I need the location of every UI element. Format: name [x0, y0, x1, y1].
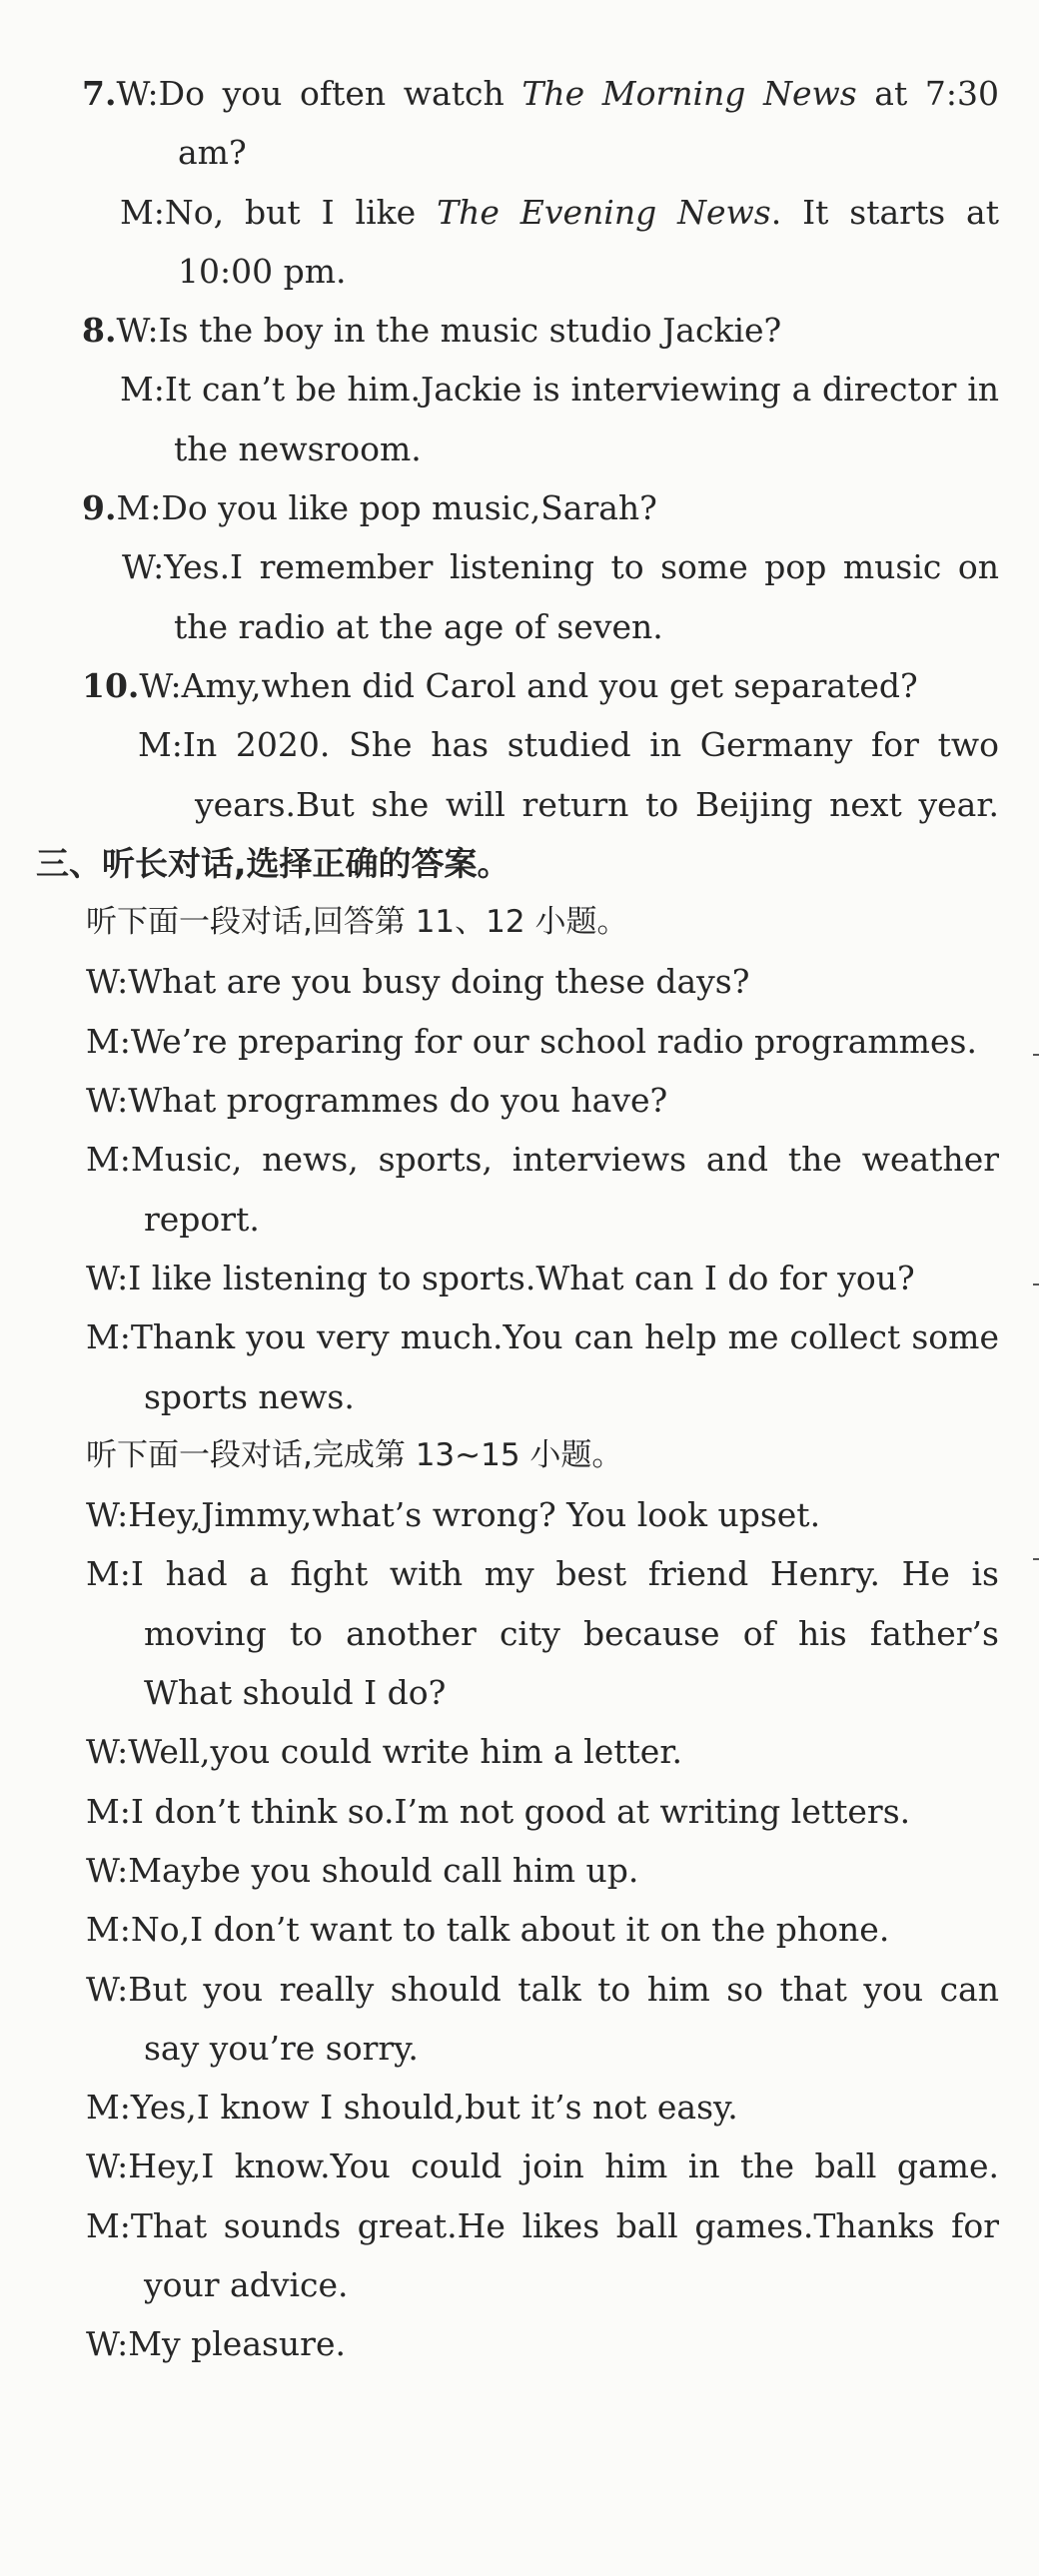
speaker-label: M [116, 488, 151, 528]
speaker-label: M [86, 1554, 120, 1594]
line-text: But you really should talk to him so that you can [128, 1969, 999, 2009]
dialogue-intro [0, 893, 1039, 952]
line-text: Hey,I know.You could join him in the ball game. [128, 2147, 999, 2186]
dialogue-2 [0, 1485, 1039, 2373]
item-number: 7. [82, 74, 117, 113]
dialogue-line: M:Thank you very much.You can help me collect some [86, 1317, 999, 1357]
speaker-label: W [86, 1081, 118, 1121]
speaker-label: W [122, 547, 154, 587]
speaker-label: W [86, 1969, 118, 2009]
line-text: sports news. [144, 1376, 355, 1416]
item-number: 8. [82, 311, 117, 351]
dialogue-line: M:I had a fight with my best friend Henry. He is [86, 1554, 999, 1594]
dialogue-line: W:My pleasure. [86, 2324, 346, 2364]
speaker-label: W [86, 2147, 118, 2186]
line-text: In 2020. She has studied in Germany for two [182, 725, 999, 765]
line-text: 10:00 pm. [178, 251, 347, 291]
page-edge-mark [1033, 1558, 1039, 1560]
speaker-label: M [86, 1021, 120, 1061]
page-edge-mark [1033, 1284, 1039, 1286]
intro-text: 听下面一段对话,完成第 13~15 小题。 [86, 1436, 623, 1473]
line-text: Thank you very much.You can help me collect some [130, 1317, 999, 1357]
dialogue-line-cont [0, 420, 1039, 478]
dialogue-line: M:In 2020. She has studied in Germany for two [138, 725, 999, 765]
speaker-label: M [86, 1791, 120, 1831]
line-text: . It starts at [770, 192, 999, 232]
speaker-label: M [86, 1140, 120, 1180]
speaker-label: W [139, 665, 171, 705]
line-text: Well,you could write him a letter. [128, 1732, 682, 1772]
line-text: I like listening to sports.What can I do for you? [128, 1258, 915, 1297]
dialogue-line-cont [0, 775, 999, 834]
line-text: Do you like pop music,Sarah? [161, 488, 657, 528]
dialogue-line: W:Yes.I remember listening to some pop music on [122, 547, 999, 587]
dialogue-line-cont [0, 2255, 1039, 2314]
dialogue-line: W:What programmes do you have? [86, 1081, 668, 1121]
line-text: Do you often watch [158, 74, 522, 113]
line-text: Hey,Jimmy,what’s wrong? You look upset. [128, 1495, 821, 1535]
speaker-label: W [86, 1732, 118, 1772]
dialogue-line-cont [0, 1367, 1039, 1426]
page-edge-mark [1033, 1054, 1039, 1056]
line-text: I had a fight with my best friend Henry. He is [130, 1554, 999, 1594]
speaker-label: W [86, 1850, 118, 1890]
speaker-label: M [120, 192, 154, 232]
speaker-label: M [86, 2088, 120, 2128]
dialogue-line: W:I like listening to sports.What can I do for you? [86, 1258, 915, 1297]
speaker-label: W [86, 1495, 118, 1535]
item-9 [0, 478, 1039, 656]
line-text: What are you busy doing these days? [128, 962, 750, 1002]
dialogue-1 [0, 952, 1039, 1425]
program-title: The Morning News [521, 74, 857, 113]
speaker-label: M [86, 1317, 120, 1357]
intro-text: 听下面一段对话,回答第 11、12 小题。 [86, 904, 628, 941]
dialogue-line-cont [0, 2019, 1039, 2078]
dialogue-line: 10.W:Amy,when did Carol and you get separated? [82, 665, 918, 705]
line-text: am? [178, 133, 247, 173]
dialogue-line: M:That sounds great.He likes ball games.Thanks for [86, 2205, 999, 2245]
speaker-label: M [86, 2205, 120, 2245]
program-title: The Evening News [437, 192, 771, 232]
dialogue-line-cont [0, 1604, 999, 1663]
dialogue-line-cont [0, 1190, 1039, 1249]
line-text: My pleasure. [128, 2324, 346, 2364]
speaker-label: W [86, 962, 118, 1002]
speaker-label: W [86, 2324, 118, 2364]
line-text: No, but I like [164, 192, 438, 232]
dialogue-line: M:Yes,I know I should,but it’s not easy. [86, 2088, 738, 2128]
speaker-label: W [116, 311, 148, 351]
item-10 [0, 656, 1039, 834]
dialogue-line: W:Well,you could write him a letter. [86, 1732, 682, 1772]
dialogue-line: W:Hey,Jimmy,what’s wrong? You look upset. [86, 1495, 821, 1535]
dialogue-line: M:I don’t think so.I’m not good at writing letters. [86, 1791, 911, 1831]
dialogue-line: 8.W:Is the boy in the music studio Jackie? [82, 311, 782, 351]
dialogue-line: M:It can’t be him.Jackie is interviewing a director in [120, 370, 999, 410]
speaker-label: M [138, 725, 172, 765]
line-text: I don’t think so.I’m not good at writing letters. [130, 1791, 911, 1831]
dialogue-line: M:We’re preparing for our school radio programmes. [86, 1021, 977, 1061]
dialogue-line: W:What are you busy doing these days? [86, 962, 750, 1002]
line-text: your advice. [144, 2264, 349, 2304]
speaker-label: W [86, 1258, 118, 1297]
dialogue-line: 9.M:Do you like pop music,Sarah? [82, 488, 657, 528]
item-8 [0, 301, 1039, 478]
dialogue-line: W:But you really should talk to him so that you can [86, 1969, 999, 2009]
line-text: Music, news, sports, interviews and the weather [130, 1140, 999, 1180]
line-text: What programmes do you have? [128, 1081, 668, 1121]
speaker-label: M [86, 1910, 120, 1950]
line-text: the radio at the age of seven. [174, 606, 663, 646]
dialogue-line: M:No,I don’t want to talk about it on the phone. [86, 1910, 890, 1950]
speaker-label: W [116, 74, 148, 113]
line-text: No,I don’t want to talk about it on the phone. [130, 1910, 890, 1950]
line-text: the newsroom. [174, 429, 422, 468]
line-text: That sounds great.He likes ball games.Thanks for [130, 2205, 999, 2245]
section-heading [0, 834, 1039, 893]
dialogue-line-cont [0, 597, 1039, 656]
speaker-label: M [120, 370, 154, 410]
line-text: Yes,I know I should,but it’s not easy. [130, 2088, 738, 2128]
line-text: report. [144, 1199, 260, 1239]
dialogue-line-cont [0, 123, 1039, 182]
dialogue-line: M:Music, news, sports, interviews and the weather [86, 1140, 999, 1180]
dialogue-line: W:Maybe you should call him up. [86, 1850, 639, 1890]
line-text: say you’re sorry. [144, 2028, 419, 2068]
line-text: years.But she will return to Beijing next year. [195, 784, 999, 824]
line-text: Is the boy in the music studio Jackie? [158, 311, 782, 351]
dialogue-line: M:No, but I like The Evening News. It starts at [120, 192, 999, 232]
item-7 [0, 64, 1039, 301]
dialogue-line-cont [0, 1663, 1039, 1722]
line-text: It can’t be him.Jackie is interviewing a director in [164, 370, 999, 410]
line-text: Yes.I remember listening to some pop music on [164, 547, 999, 587]
dialogue-line: W:Hey,I know.You could join him in the ball game. [86, 2147, 999, 2186]
section-heading-text: 三、听长对话,选择正确的答案。 [36, 843, 511, 883]
item-number: 10. [82, 665, 140, 705]
dialogue-intro [0, 1426, 1039, 1485]
line-text: Maybe you should call him up. [128, 1850, 639, 1890]
line-text: What should I do? [144, 1673, 447, 1713]
dialogue-line: 7.W:Do you often watch The Morning News at 7:30 [82, 74, 999, 113]
line-text: at 7:30 [856, 74, 999, 113]
line-text: Amy,when did Carol and you get separated? [181, 665, 918, 705]
line-text: We’re preparing for our school radio programmes. [130, 1021, 977, 1061]
item-number: 9. [82, 488, 117, 528]
line-text: moving to another city because of his father’s [144, 1613, 999, 1653]
dialogue-line-cont [0, 242, 1039, 301]
